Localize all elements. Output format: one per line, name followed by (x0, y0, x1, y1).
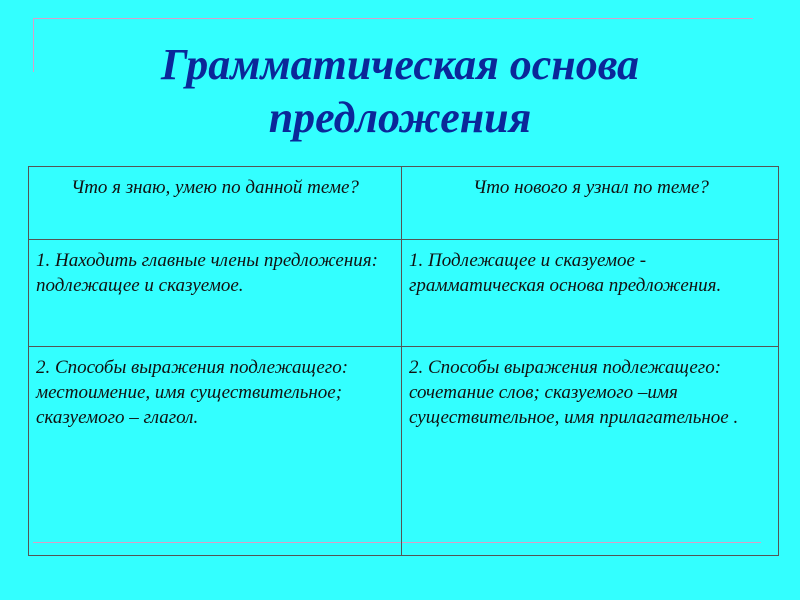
knowledge-table (28, 166, 779, 556)
table-cell-known-1: 1. Находить главные члены предложения: подлежащее и сказуемое. (29, 240, 402, 347)
slide-title-line-2: предложения (268, 93, 532, 142)
slide-title (0, 38, 800, 144)
header-known: Что я знаю, умею по данной теме? (29, 167, 402, 240)
table-row (29, 347, 779, 556)
table-cell-known-2: 2. Способы выражения подлежащего: местоимение, имя существительное; сказуемого – глагол. (29, 347, 402, 556)
table-cell-learned-1: 1. Подлежащее и сказуемое - грамматическая основа предложения. (402, 240, 779, 347)
header-learned: Что нового я узнал по теме? (402, 167, 779, 240)
table-cell-learned-2: 2. Способы выражения подлежащего: сочетание слов; сказуемого –имя существительное, имя прилагательное . (402, 347, 779, 556)
decor-line-top (33, 18, 753, 19)
table-header-row (29, 167, 779, 240)
table-row (29, 240, 779, 347)
slide-title-line-1: Грамматическая основа (160, 40, 640, 89)
